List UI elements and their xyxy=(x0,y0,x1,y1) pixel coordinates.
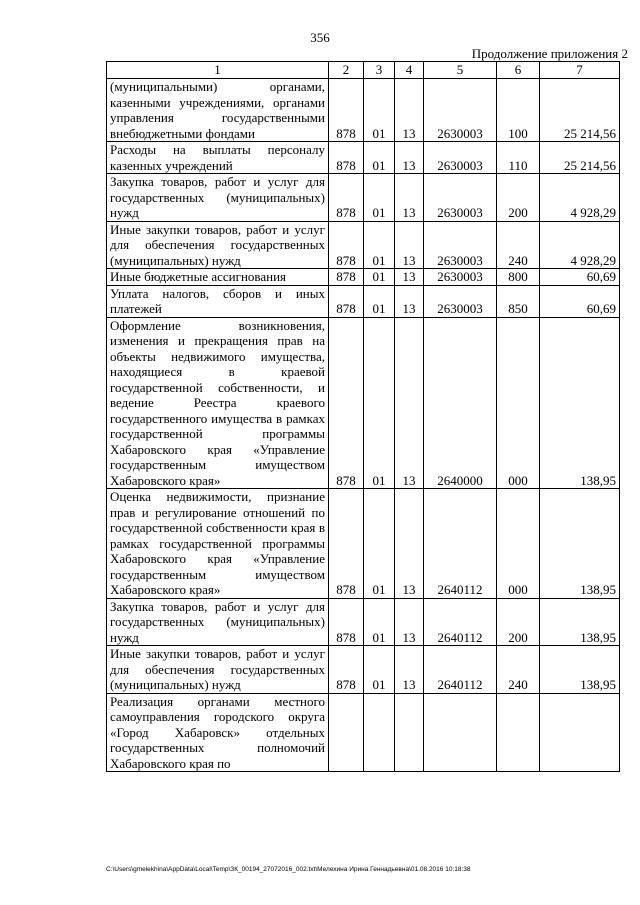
row-ministry-code xyxy=(329,693,364,772)
row-ministry-code: 878 xyxy=(329,646,364,694)
row-ministry-code: 878 xyxy=(329,174,364,222)
row-target-article: 2640112 xyxy=(424,646,497,694)
row-expense-type: 240 xyxy=(497,221,540,269)
row-section: 01 xyxy=(364,221,395,269)
header-col-5: 5 xyxy=(424,62,497,79)
row-ministry-code: 878 xyxy=(329,79,364,142)
row-ministry-code: 878 xyxy=(329,221,364,269)
row-amount: 138,95 xyxy=(540,598,620,646)
header-col-1: 1 xyxy=(107,62,329,79)
row-ministry-code: 878 xyxy=(329,269,364,286)
row-amount: 60,69 xyxy=(540,269,620,286)
row-amount: 60,69 xyxy=(540,285,620,317)
row-expense-type: 240 xyxy=(497,646,540,694)
row-expense-type: 200 xyxy=(497,598,540,646)
row-ministry-code: 878 xyxy=(329,317,364,489)
row-amount xyxy=(540,693,620,772)
row-name: Иные закупки товаров, работ и услуг для обеспечения государственных (муниципальных) нужд xyxy=(107,221,329,269)
row-name: Расходы на выплаты персоналу казенных учреждений xyxy=(107,142,329,174)
row-amount: 4 928,29 xyxy=(540,221,620,269)
row-section: 01 xyxy=(364,142,395,174)
row-section: 01 xyxy=(364,79,395,142)
budget-table xyxy=(106,61,620,772)
row-subsection: 13 xyxy=(395,221,424,269)
row-subsection: 13 xyxy=(395,174,424,222)
row-name: Уплата налогов, сборов и иных платежей xyxy=(107,285,329,317)
row-target-article: 2640112 xyxy=(424,489,497,599)
row-section: 01 xyxy=(364,489,395,599)
row-expense-type xyxy=(497,693,540,772)
row-name: Закупка товаров, работ и услуг для государственных (муниципальных) нужд xyxy=(107,598,329,646)
row-expense-type: 100 xyxy=(497,79,540,142)
table-row xyxy=(107,221,620,269)
table-row xyxy=(107,269,620,286)
row-expense-type: 000 xyxy=(497,489,540,599)
row-amount: 4 928,29 xyxy=(540,174,620,222)
row-target-article: 2630003 xyxy=(424,174,497,222)
table-header-row xyxy=(107,62,620,79)
table-row xyxy=(107,693,620,772)
row-amount: 25 214,56 xyxy=(540,142,620,174)
header-col-7: 7 xyxy=(540,62,620,79)
row-subsection: 13 xyxy=(395,142,424,174)
row-amount: 138,95 xyxy=(540,317,620,489)
row-subsection xyxy=(395,693,424,772)
row-section: 01 xyxy=(364,285,395,317)
file-path-footer: C:\Users\gmelekhina\AppData\Local\Temp\ЗК_00194_27072016_002.txt\Мелехина Ирина Геннадьевна\01.08.2016 10:18:38 xyxy=(106,866,471,873)
row-expense-type: 850 xyxy=(497,285,540,317)
table-row xyxy=(107,142,620,174)
table-row xyxy=(107,489,620,599)
row-subsection: 13 xyxy=(395,269,424,286)
row-target-article: 2630003 xyxy=(424,221,497,269)
row-target-article: 2630003 xyxy=(424,285,497,317)
row-target-article: 2630003 xyxy=(424,142,497,174)
row-subsection: 13 xyxy=(395,79,424,142)
row-name: Реализация органами местного самоуправления городского округа «Город Хабаровск» отдельных государственных полномочий Хабаровского края по xyxy=(107,693,329,772)
row-target-article: 2640000 xyxy=(424,317,497,489)
row-subsection: 13 xyxy=(395,598,424,646)
row-target-article xyxy=(424,693,497,772)
page-number: 356 xyxy=(310,30,330,45)
row-ministry-code: 878 xyxy=(329,489,364,599)
row-name: (муниципальными) органами, казенными учреждениями, органами управления государственными внебюджетными фондами xyxy=(107,79,329,142)
row-amount: 25 214,56 xyxy=(540,79,620,142)
table-row xyxy=(107,646,620,694)
row-name: Иные закупки товаров, работ и услуг для обеспечения государственных (муниципальных) нужд xyxy=(107,646,329,694)
table-row xyxy=(107,79,620,142)
row-section: 01 xyxy=(364,598,395,646)
row-target-article: 2640112 xyxy=(424,598,497,646)
table-row xyxy=(107,317,620,489)
header-col-2: 2 xyxy=(329,62,364,79)
row-section: 01 xyxy=(364,317,395,489)
row-section xyxy=(364,693,395,772)
header-col-4: 4 xyxy=(395,62,424,79)
row-target-article: 2630003 xyxy=(424,269,497,286)
row-name: Закупка товаров, работ и услуг для государственных (муниципальных) нужд xyxy=(107,174,329,222)
row-name: Оформление возникновения, изменения и прекращения прав на объекты недвижимого имущества, находящиеся в краевой государственной собственности, и ведение Реестра краевого государственного имущества в рамках государственной программы Хабаровского края «Управление государственным имуществом Хабаровского края» xyxy=(107,317,329,489)
row-subsection: 13 xyxy=(395,646,424,694)
row-expense-type: 800 xyxy=(497,269,540,286)
row-expense-type: 110 xyxy=(497,142,540,174)
row-target-article: 2630003 xyxy=(424,79,497,142)
row-ministry-code: 878 xyxy=(329,285,364,317)
table-row xyxy=(107,285,620,317)
row-expense-type: 200 xyxy=(497,174,540,222)
row-amount: 138,95 xyxy=(540,646,620,694)
row-section: 01 xyxy=(364,174,395,222)
row-name: Иные бюджетные ассигнования xyxy=(107,269,329,286)
header-col-6: 6 xyxy=(497,62,540,79)
table-row xyxy=(107,174,620,222)
row-subsection: 13 xyxy=(395,489,424,599)
row-name: Оценка недвижимости, признание прав и регулирование отношений по государственной собственности края в рамках государственной программы Хабаровского края «Управление государственным имуществом Хабаровского края» xyxy=(107,489,329,599)
row-expense-type: 000 xyxy=(497,317,540,489)
continuation-label: Продолжение приложения 2 xyxy=(471,46,628,61)
row-section: 01 xyxy=(364,269,395,286)
row-subsection: 13 xyxy=(395,285,424,317)
row-subsection: 13 xyxy=(395,317,424,489)
header-col-3: 3 xyxy=(364,62,395,79)
row-amount: 138,95 xyxy=(540,489,620,599)
row-section: 01 xyxy=(364,646,395,694)
table-row xyxy=(107,598,620,646)
row-ministry-code: 878 xyxy=(329,598,364,646)
row-ministry-code: 878 xyxy=(329,142,364,174)
